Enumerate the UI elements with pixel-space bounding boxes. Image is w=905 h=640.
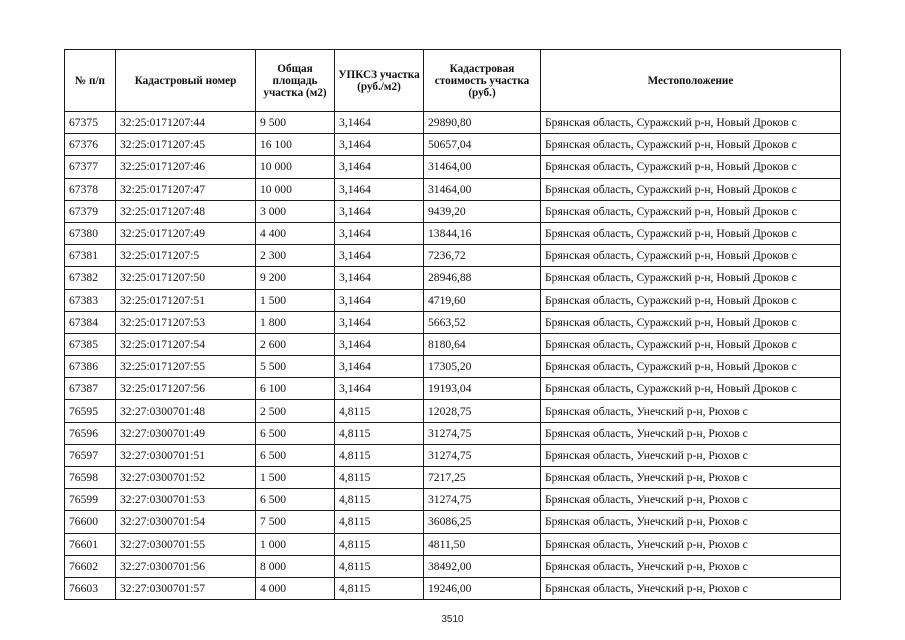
- cell-location: Брянская область, Суражский р-н, Новый Дроков с: [541, 311, 841, 333]
- cell-cadastral-value: 38492,00: [424, 555, 541, 577]
- table-row: [65, 378, 841, 400]
- cell-cadastral-number: 32:27:0300701:49: [116, 422, 256, 444]
- cell-cadastral-number: 32:25:0171207:51: [116, 289, 256, 311]
- cell-location: Брянская область, Унечский р-н, Рюхов с: [541, 467, 841, 489]
- cadastral-table: [64, 49, 841, 600]
- cell-cadastral-number: 32:27:0300701:54: [116, 511, 256, 533]
- cell-area: 10 000: [256, 178, 335, 200]
- cell-location: Брянская область, Суражский р-н, Новый Дроков с: [541, 112, 841, 134]
- cell-area: 6 500: [256, 444, 335, 466]
- cell-cadastral-value: 7236,72: [424, 245, 541, 267]
- cell-area: 2 600: [256, 333, 335, 355]
- cell-upksz: 3,1464: [335, 134, 424, 156]
- cell-area: 10 000: [256, 156, 335, 178]
- cell-cadastral-number: 32:27:0300701:48: [116, 400, 256, 422]
- table-row: [65, 112, 841, 134]
- cell-upksz: 3,1464: [335, 222, 424, 244]
- cell-area: 6 500: [256, 489, 335, 511]
- cell-cadastral-value: 29890,80: [424, 112, 541, 134]
- table-row: [65, 222, 841, 244]
- cell-location: Брянская область, Унечский р-н, Рюхов с: [541, 489, 841, 511]
- cell-cadastral-number: 32:25:0171207:48: [116, 200, 256, 222]
- header-cadastral-value: Кадастровая стоимость участка (руб.): [424, 50, 541, 112]
- table-row: [65, 311, 841, 333]
- table-row: [65, 245, 841, 267]
- cell-cadastral-value: 8180,64: [424, 333, 541, 355]
- page-number: 3510: [441, 614, 464, 625]
- cell-upksz: 4,8115: [335, 467, 424, 489]
- cell-row-number: 67385: [65, 333, 116, 355]
- cell-area: 9 500: [256, 112, 335, 134]
- table-row: [65, 444, 841, 466]
- cell-area: 7 500: [256, 511, 335, 533]
- cell-area: 16 100: [256, 134, 335, 156]
- cell-cadastral-value: 31464,00: [424, 156, 541, 178]
- cell-area: 1 500: [256, 467, 335, 489]
- cell-cadastral-number: 32:27:0300701:57: [116, 577, 256, 599]
- cell-upksz: 3,1464: [335, 245, 424, 267]
- table-row: [65, 400, 841, 422]
- cell-location: Брянская область, Унечский р-н, Рюхов с: [541, 533, 841, 555]
- cell-row-number: 76602: [65, 555, 116, 577]
- cell-cadastral-number: 32:25:0171207:5: [116, 245, 256, 267]
- table-row: [65, 134, 841, 156]
- cell-location: Брянская область, Унечский р-н, Рюхов с: [541, 555, 841, 577]
- cell-cadastral-value: 19246,00: [424, 577, 541, 599]
- cell-upksz: 4,8115: [335, 555, 424, 577]
- cell-location: Брянская область, Унечский р-н, Рюхов с: [541, 511, 841, 533]
- cell-location: Брянская область, Суражский р-н, Новый Дроков с: [541, 333, 841, 355]
- cell-cadastral-value: 31464,00: [424, 178, 541, 200]
- cell-upksz: 3,1464: [335, 156, 424, 178]
- cell-row-number: 67386: [65, 356, 116, 378]
- cell-area: 4 000: [256, 577, 335, 599]
- cell-cadastral-number: 32:25:0171207:54: [116, 333, 256, 355]
- cell-row-number: 67381: [65, 245, 116, 267]
- cell-upksz: 4,8115: [335, 577, 424, 599]
- cell-upksz: 3,1464: [335, 333, 424, 355]
- cell-location: Брянская область, Суражский р-н, Новый Дроков с: [541, 289, 841, 311]
- cell-upksz: 3,1464: [335, 356, 424, 378]
- cell-upksz: 3,1464: [335, 378, 424, 400]
- cell-cadastral-value: 31274,75: [424, 489, 541, 511]
- table-row: [65, 289, 841, 311]
- cell-row-number: 67378: [65, 178, 116, 200]
- cell-cadastral-number: 32:27:0300701:56: [116, 555, 256, 577]
- cell-upksz: 3,1464: [335, 178, 424, 200]
- cell-cadastral-value: 36086,25: [424, 511, 541, 533]
- table-row: [65, 356, 841, 378]
- cell-upksz: 4,8115: [335, 489, 424, 511]
- cell-row-number: 76598: [65, 467, 116, 489]
- cell-location: Брянская область, Унечский р-н, Рюхов с: [541, 577, 841, 599]
- cell-upksz: 4,8115: [335, 511, 424, 533]
- cell-area: 2 300: [256, 245, 335, 267]
- table-row: [65, 333, 841, 355]
- cell-cadastral-value: 31274,75: [424, 422, 541, 444]
- cell-cadastral-number: 32:25:0171207:55: [116, 356, 256, 378]
- table-header-row: [65, 50, 841, 112]
- cell-row-number: 67375: [65, 112, 116, 134]
- cell-cadastral-value: 50657,04: [424, 134, 541, 156]
- cell-row-number: 67379: [65, 200, 116, 222]
- cell-location: Брянская область, Суражский р-н, Новый Дроков с: [541, 156, 841, 178]
- cell-location: Брянская область, Суражский р-н, Новый Дроков с: [541, 200, 841, 222]
- cell-row-number: 67377: [65, 156, 116, 178]
- cell-cadastral-value: 31274,75: [424, 444, 541, 466]
- cell-row-number: 67380: [65, 222, 116, 244]
- cell-cadastral-number: 32:25:0171207:46: [116, 156, 256, 178]
- cell-location: Брянская область, Суражский р-н, Новый Дроков с: [541, 178, 841, 200]
- table-row: [65, 156, 841, 178]
- cell-area: 6 500: [256, 422, 335, 444]
- cell-location: Брянская область, Суражский р-н, Новый Дроков с: [541, 245, 841, 267]
- table-row: [65, 267, 841, 289]
- cell-upksz: 3,1464: [335, 112, 424, 134]
- cell-cadastral-value: 7217,25: [424, 467, 541, 489]
- cell-cadastral-number: 32:27:0300701:51: [116, 444, 256, 466]
- header-location: Местоположение: [541, 50, 841, 112]
- table-row: [65, 533, 841, 555]
- cell-area: 3 000: [256, 200, 335, 222]
- cell-location: Брянская область, Унечский р-н, Рюхов с: [541, 422, 841, 444]
- cell-area: 1 000: [256, 533, 335, 555]
- cell-row-number: 76601: [65, 533, 116, 555]
- header-upksz: УПКСЗ участка (руб./м2): [335, 50, 424, 112]
- cell-row-number: 67376: [65, 134, 116, 156]
- table-row: [65, 555, 841, 577]
- cell-area: 9 200: [256, 267, 335, 289]
- cell-cadastral-number: 32:25:0171207:49: [116, 222, 256, 244]
- table-body: [65, 112, 841, 600]
- cell-upksz: 4,8115: [335, 533, 424, 555]
- cell-location: Брянская область, Суражский р-н, Новый Дроков с: [541, 356, 841, 378]
- cell-upksz: 4,8115: [335, 444, 424, 466]
- cell-area: 1 500: [256, 289, 335, 311]
- cell-cadastral-value: 19193,04: [424, 378, 541, 400]
- cell-area: 6 100: [256, 378, 335, 400]
- cell-row-number: 76597: [65, 444, 116, 466]
- cell-cadastral-value: 28946,88: [424, 267, 541, 289]
- cell-row-number: 76603: [65, 577, 116, 599]
- cell-cadastral-value: 17305,20: [424, 356, 541, 378]
- cell-location: Брянская область, Унечский р-н, Рюхов с: [541, 400, 841, 422]
- cell-cadastral-value: 9439,20: [424, 200, 541, 222]
- cell-cadastral-number: 32:25:0171207:56: [116, 378, 256, 400]
- cell-row-number: 67382: [65, 267, 116, 289]
- cell-cadastral-number: 32:25:0171207:50: [116, 267, 256, 289]
- cell-area: 1 800: [256, 311, 335, 333]
- cell-cadastral-number: 32:27:0300701:52: [116, 467, 256, 489]
- cell-cadastral-number: 32:25:0171207:53: [116, 311, 256, 333]
- cell-upksz: 3,1464: [335, 311, 424, 333]
- cell-cadastral-value: 5663,52: [424, 311, 541, 333]
- cell-cadastral-number: 32:25:0171207:47: [116, 178, 256, 200]
- cell-location: Брянская область, Суражский р-н, Новый Дроков с: [541, 134, 841, 156]
- cell-upksz: 3,1464: [335, 200, 424, 222]
- cell-cadastral-number: 32:27:0300701:55: [116, 533, 256, 555]
- cell-cadastral-number: 32:25:0171207:45: [116, 134, 256, 156]
- cell-area: 8 000: [256, 555, 335, 577]
- cell-upksz: 3,1464: [335, 267, 424, 289]
- cell-row-number: 67383: [65, 289, 116, 311]
- cell-cadastral-value: 13844,16: [424, 222, 541, 244]
- cell-row-number: 76599: [65, 489, 116, 511]
- table-row: [65, 178, 841, 200]
- table-row: [65, 489, 841, 511]
- cell-cadastral-number: 32:25:0171207:44: [116, 112, 256, 134]
- cell-area: 5 500: [256, 356, 335, 378]
- cell-location: Брянская область, Унечский р-н, Рюхов с: [541, 444, 841, 466]
- table-row: [65, 422, 841, 444]
- cell-row-number: 67384: [65, 311, 116, 333]
- cell-row-number: 67387: [65, 378, 116, 400]
- table-row: [65, 467, 841, 489]
- cell-upksz: 4,8115: [335, 400, 424, 422]
- cell-row-number: 76596: [65, 422, 116, 444]
- cell-location: Брянская область, Суражский р-н, Новый Дроков с: [541, 267, 841, 289]
- header-row-number: № п/п: [65, 50, 116, 112]
- cell-cadastral-value: 12028,75: [424, 400, 541, 422]
- cell-location: Брянская область, Суражский р-н, Новый Дроков с: [541, 378, 841, 400]
- cell-cadastral-number: 32:27:0300701:53: [116, 489, 256, 511]
- cell-area: 2 500: [256, 400, 335, 422]
- table-row: [65, 200, 841, 222]
- cell-upksz: 4,8115: [335, 422, 424, 444]
- table-row: [65, 511, 841, 533]
- cell-cadastral-value: 4811,50: [424, 533, 541, 555]
- cell-cadastral-value: 4719,60: [424, 289, 541, 311]
- cell-row-number: 76600: [65, 511, 116, 533]
- header-cadastral-number: Кадастровый номер: [116, 50, 256, 112]
- cell-row-number: 76595: [65, 400, 116, 422]
- cell-location: Брянская область, Суражский р-н, Новый Дроков с: [541, 222, 841, 244]
- cell-area: 4 400: [256, 222, 335, 244]
- table-row: [65, 577, 841, 599]
- cell-upksz: 3,1464: [335, 289, 424, 311]
- header-total-area: Общая площадь участка (м2): [256, 50, 335, 112]
